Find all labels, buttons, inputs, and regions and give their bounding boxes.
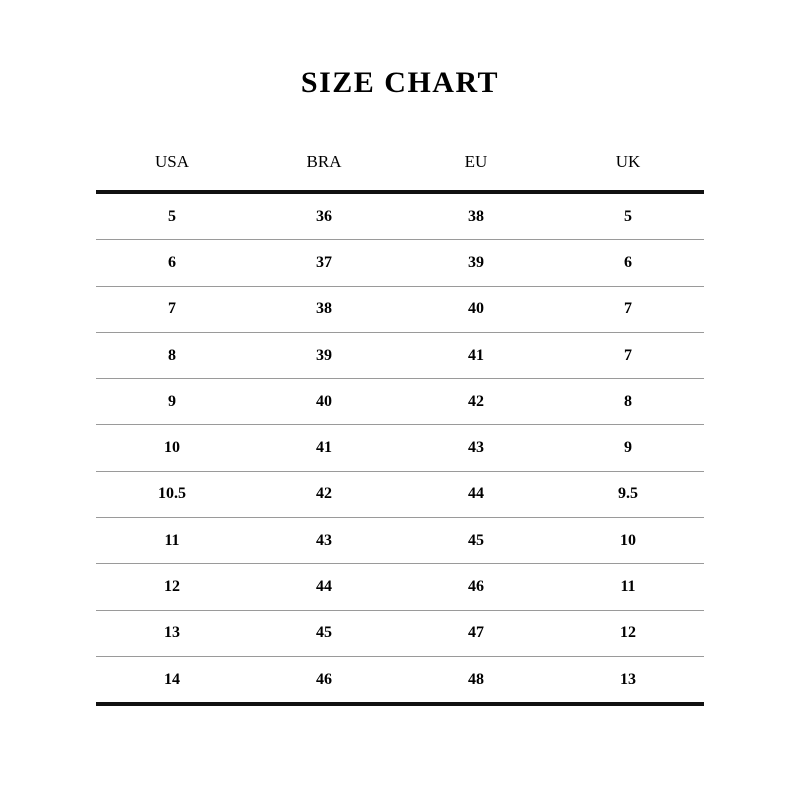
- cell-uk: 7: [624, 300, 632, 318]
- table-row: [96, 518, 704, 564]
- cell-bra: 40: [316, 392, 332, 410]
- cell-uk: 11: [620, 578, 636, 596]
- cell-uk: 13: [620, 670, 636, 688]
- cell-uk: 6: [624, 253, 632, 271]
- column-header-uk: UK: [615, 152, 641, 171]
- column-header-eu: EU: [464, 152, 488, 171]
- cell-bra: 38: [316, 300, 332, 318]
- cell-bra: 41: [316, 439, 332, 457]
- table-row: [96, 379, 704, 425]
- column-header-bra: BRA: [306, 152, 342, 171]
- cell-bra: 36: [316, 207, 332, 225]
- cell-usa: 10.5: [158, 485, 186, 503]
- cell-uk: 12: [620, 624, 636, 642]
- table-row: [96, 610, 704, 656]
- table-row: [96, 240, 704, 286]
- size-chart-table-container: [96, 100, 704, 706]
- cell-eu: 42: [468, 392, 484, 410]
- cell-usa: 8: [168, 346, 176, 364]
- cell-eu: 44: [468, 485, 484, 503]
- table-header: [96, 140, 704, 192]
- cell-bra: 44: [316, 578, 332, 596]
- cell-eu: 46: [468, 578, 484, 596]
- cell-uk: 7: [624, 346, 632, 364]
- cell-eu: 38: [468, 207, 484, 225]
- size-chart-table: [96, 140, 704, 706]
- cell-usa: 6: [168, 253, 176, 271]
- cell-bra: 42: [316, 485, 332, 503]
- page-title: SIZE CHART: [300, 66, 500, 99]
- cell-uk: 5: [624, 207, 632, 225]
- cell-eu: 43: [468, 439, 484, 457]
- cell-usa: 9: [168, 392, 176, 410]
- table-row: [96, 425, 704, 471]
- cell-usa: 7: [168, 300, 176, 318]
- table-row: [96, 192, 704, 240]
- table-row: [96, 564, 704, 610]
- cell-usa: 5: [168, 207, 176, 225]
- cell-usa: 11: [164, 531, 180, 549]
- table-header-row: [96, 140, 704, 192]
- column-header-usa: USA: [154, 152, 189, 171]
- table-row: [96, 286, 704, 332]
- cell-eu: 47: [468, 624, 484, 642]
- table-row: [96, 332, 704, 378]
- cell-eu: 39: [468, 253, 484, 271]
- cell-eu: 45: [468, 531, 484, 549]
- cell-uk: 9.5: [618, 485, 638, 503]
- cell-bra: 43: [316, 531, 332, 549]
- cell-bra: 39: [316, 346, 332, 364]
- cell-usa: 14: [164, 670, 180, 688]
- cell-bra: 45: [316, 624, 332, 642]
- table-row: [96, 471, 704, 517]
- cell-bra: 46: [316, 670, 332, 688]
- table-row: [96, 656, 704, 704]
- cell-uk: 9: [624, 439, 632, 457]
- cell-usa: 10: [164, 439, 180, 457]
- cell-eu: 40: [468, 300, 484, 318]
- cell-eu: 48: [468, 670, 484, 688]
- table-body: [96, 192, 704, 704]
- cell-usa: 13: [164, 624, 180, 642]
- cell-uk: 10: [620, 531, 636, 549]
- cell-usa: 12: [164, 578, 180, 596]
- cell-eu: 41: [468, 346, 484, 364]
- cell-uk: 8: [624, 392, 632, 410]
- cell-bra: 37: [316, 253, 332, 271]
